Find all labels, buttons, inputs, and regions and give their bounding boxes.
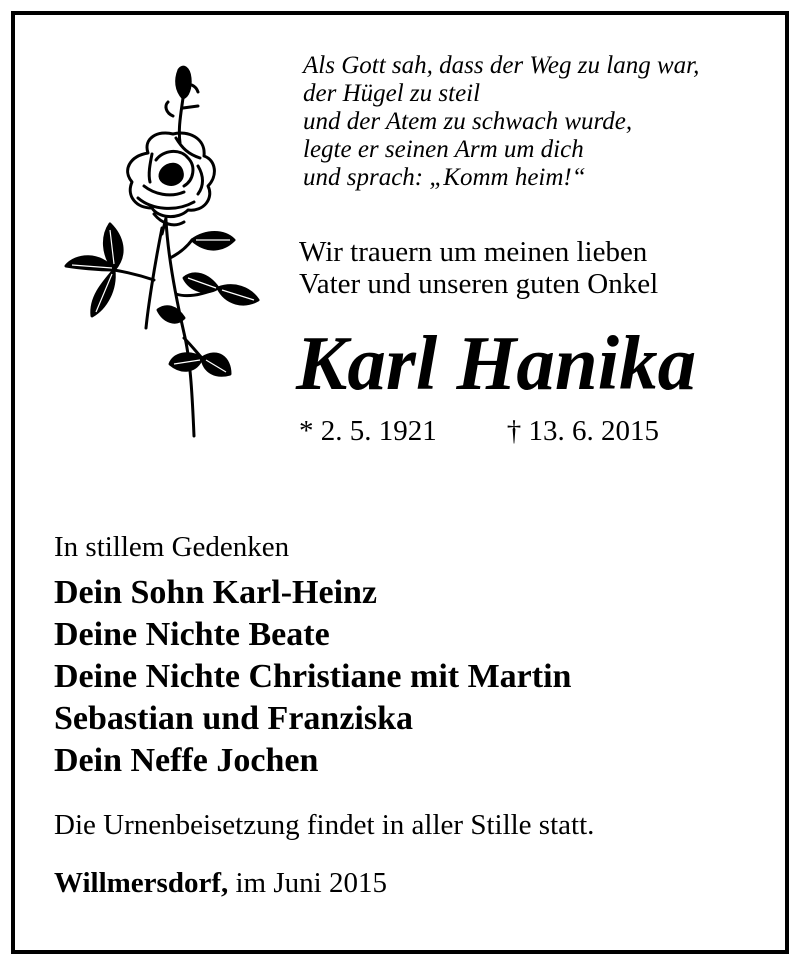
birth-date: * 2. 5. 1921 [299, 415, 437, 447]
mourner-line: Dein Neffe Jochen [54, 742, 319, 779]
rose-icon [58, 58, 263, 443]
life-dates [299, 414, 659, 448]
gedenken-text: In stillem Gedenken [54, 531, 290, 563]
poem-line: legte er seinen Arm um dich [303, 136, 584, 163]
deceased-name: Karl Hanika [296, 320, 697, 406]
poem-line: Als Gott sah, dass der Weg zu lang war, [303, 52, 700, 79]
poem-line: und der Atem zu schwach wurde, [303, 108, 633, 135]
place-date: im Juni 2015 [235, 867, 387, 899]
poem-line: der Hügel zu steil [303, 80, 481, 107]
intro-line: Vater und unseren guten Onkel [299, 268, 659, 300]
place-town: Willmersdorf, [54, 867, 229, 899]
intro-line: Wir trauern um meinen lieben [299, 236, 648, 268]
mourners-list [54, 572, 571, 782]
death-date: † 13. 6. 2015 [506, 415, 659, 447]
mourner-line: Dein Sohn Karl-Heinz [54, 574, 378, 611]
poem [303, 52, 699, 192]
mourner-line: Deine Nichte Beate [54, 616, 330, 653]
poem-line: und sprach: „Komm heim!“ [303, 164, 586, 191]
place-date-line [54, 866, 387, 900]
burial-note: Die Urnenbeisetzung findet in aller Stille statt. [54, 809, 595, 841]
intro-text [299, 236, 658, 300]
mourner-line: Deine Nichte Christiane mit Martin [54, 658, 572, 695]
mourner-line: Sebastian und Franziska [54, 700, 413, 737]
